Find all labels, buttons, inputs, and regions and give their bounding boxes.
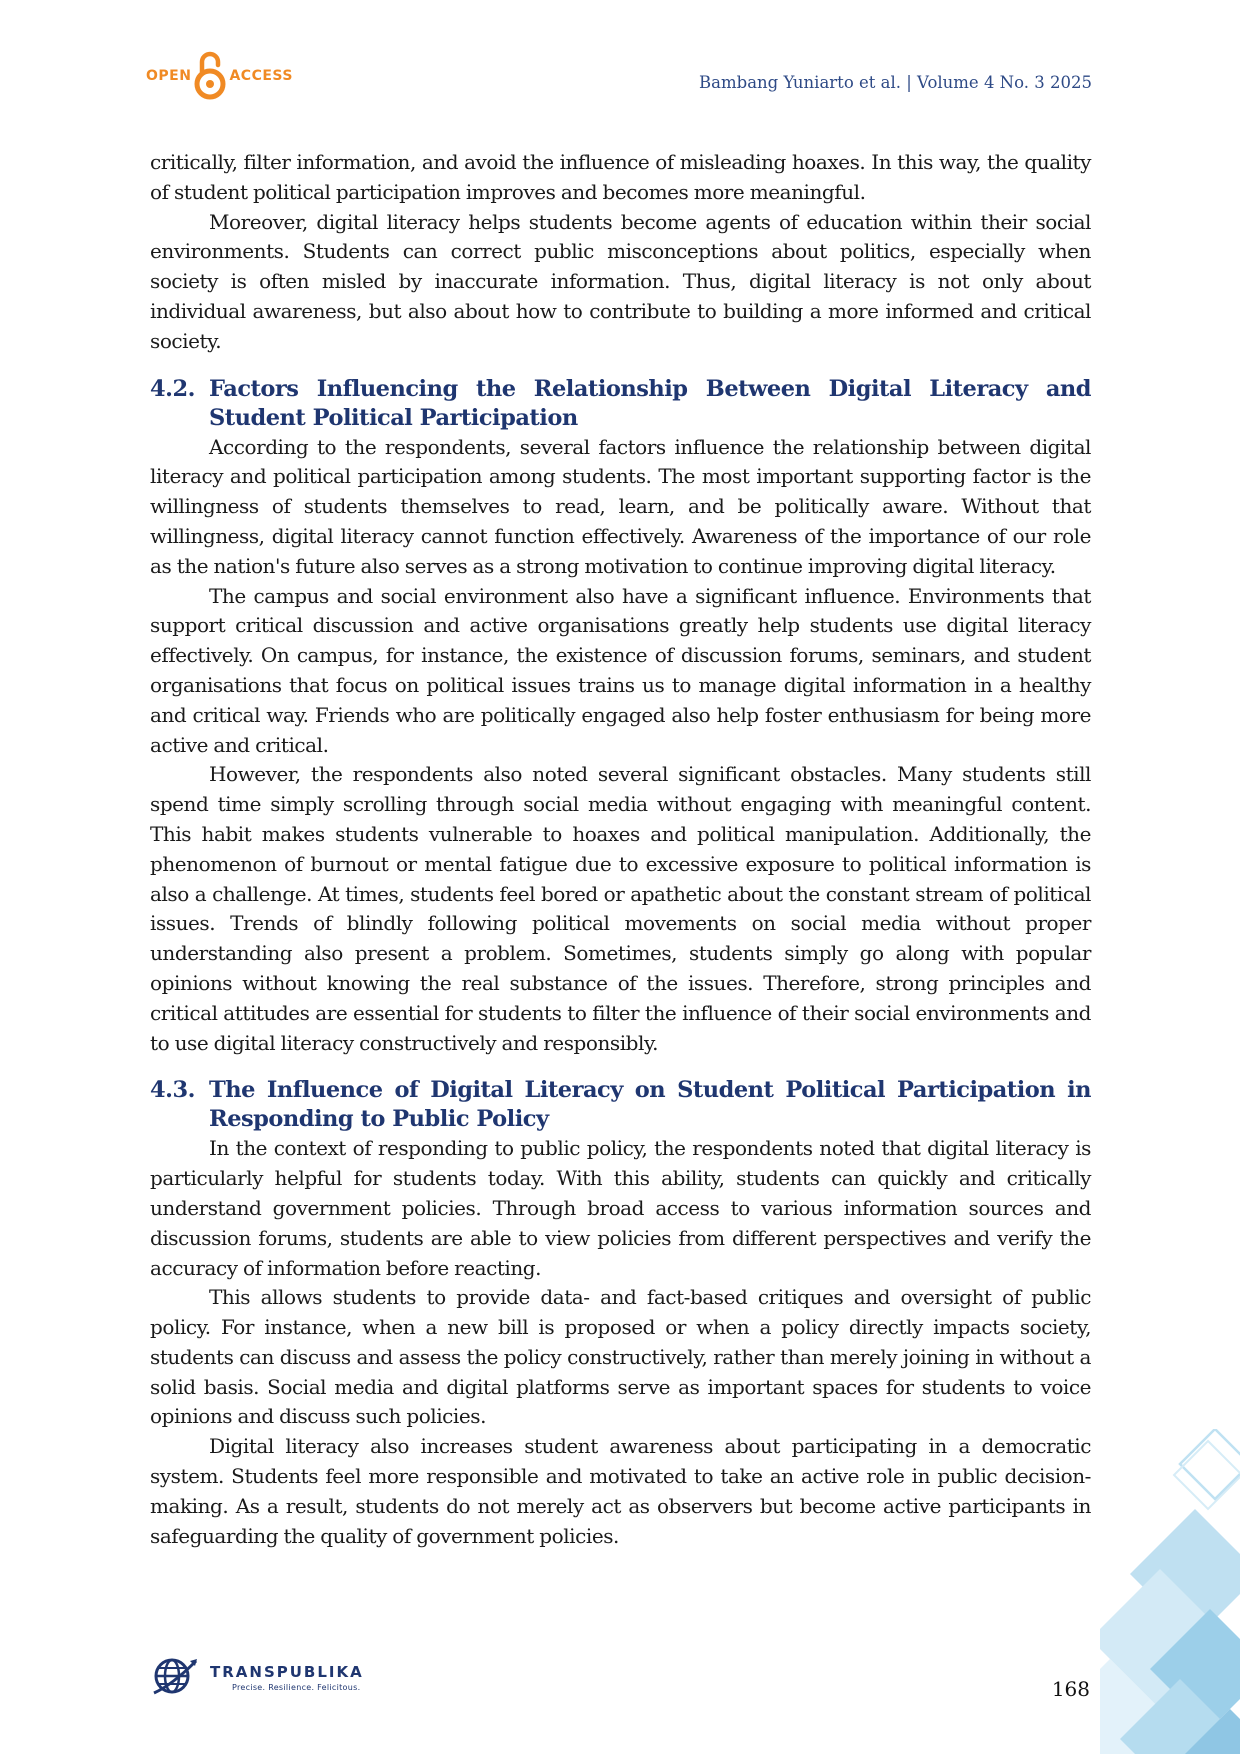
globe-icon	[150, 1655, 202, 1699]
running-header-citation: Bambang Yuniarto et al. | Volume 4 No. 3 2025	[699, 73, 1092, 92]
paragraph: Digital literacy also increases student awareness about participating in a democratic system. Students feel more responsible and motivated to take an active role in public decision-making. As a result, students do not merely act as observers but become active participants in safeguarding the quality of government policies.	[150, 1434, 1091, 1548]
section-number: 4.3.	[150, 1077, 195, 1104]
brand-name: TRANSPUBLIKA	[210, 1662, 364, 1681]
article-body	[150, 148, 1091, 1551]
paragraph: Moreover, digital literacy helps students become agents of education within their social environments. Students can correct public misconceptions about politics, especially when society is often misled by inaccurate information. Thus, digital literacy is not only about individual awareness, but also about how to contribute to building a more informed and critical society.	[150, 209, 1091, 353]
paragraph: However, the respondents also noted several significant obstacles. Many students still spend time simply scrolling through social media without engaging with meaningful content. This habit makes students vulnerable to hoaxes and political manipulation. Additionally, the phenomenon of burnout or mental fatigue due to excessive exposure to political information is also a challenge. At times, students feel bored or apathetic about the constant stream of political issues. Trends of blindly following political movements on social media without proper understanding also present a problem. Sometimes, students simply go along with popular opinions without knowing the real substance of the issues. Therefore, strong principles and critical attitudes are essential for students to filter the influence of their social environments and to use digital literacy constructively and responsibly.	[150, 762, 1091, 1055]
brand-tagline: Precise. Resilience. Felicitous.	[232, 1682, 361, 1692]
transpublika-logo	[150, 1655, 364, 1699]
paragraph: critically, filter information, and avoid the influence of misleading hoaxes. In this way, the quality of student political participation improves and becomes more meaningful.	[150, 150, 1091, 204]
paragraph: In the context of responding to public policy, the respondents noted that digital literacy is particularly helpful for students today. With this ability, students can quickly and critically understand government policies. Through broad access to various information sources and discussion forums, students are able to view policies from different perspectives and verify the accuracy of information before reacting.	[150, 1136, 1091, 1280]
open-access-access-text: ACCESS	[229, 68, 293, 84]
paragraph: This allows students to provide data- and fact-based critiques and oversight of public policy. For instance, when a new bill is proposed or when a policy directly impacts society, students can discuss and assess the policy constructively, rather than merely joining in without a solid basis. Social media and digital platforms serve as important spaces for students to voice opinions and discuss such policies.	[150, 1285, 1091, 1429]
open-lock-icon	[193, 50, 227, 102]
section-heading-4-2	[150, 375, 1091, 433]
page-number: 168	[1051, 1677, 1090, 1701]
section-number: 4.2.	[150, 375, 195, 402]
corner-diamond-decoration	[1100, 1429, 1240, 1754]
section-title: Factors Influencing the Relationship Between Digital Literacy and Student Political Participation	[209, 375, 1091, 431]
paragraph: According to the respondents, several factors influence the relationship between digital literacy and political participation among students. The most important supporting factor is the willingness of students themselves to read, learn, and be politically aware. Without that willingness, digital literacy cannot function effectively. Awareness of the importance of our role as the nation's future also serves as a strong motivation to continue improving digital literacy.	[150, 434, 1091, 578]
open-access-logo	[146, 50, 293, 102]
paragraph: The campus and social environment also have a significant influence. Environments that support critical discussion and active organisations greatly help students use digital literacy effectively. On campus, for instance, the existence of discussion forums, seminars, and student organisations that focus on political issues trains us to manage digital information in a healthy and critical way. Friends who are politically engaged also help foster enthusiasm for being more active and critical.	[150, 583, 1091, 757]
section-title: The Influence of Digital Literacy on Student Political Participation in Responding to Public Policy	[209, 1077, 1091, 1133]
section-heading-4-3	[150, 1076, 1091, 1134]
open-access-open-text: OPEN	[146, 68, 192, 84]
